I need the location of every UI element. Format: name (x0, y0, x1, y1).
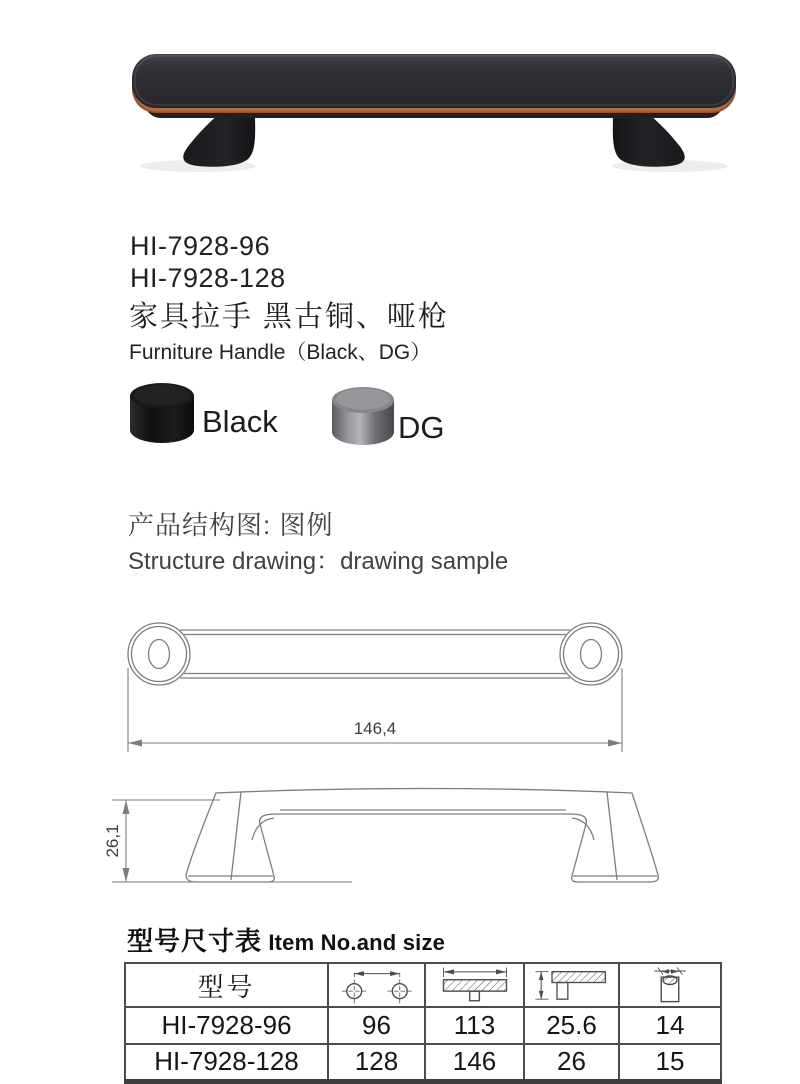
structure-drawing-top-view (110, 612, 650, 762)
foot-diameter-cell: 15 (619, 1044, 721, 1081)
black-finish-swatch (128, 382, 196, 448)
foot-diameter-column-header (619, 963, 721, 1007)
hole-distance-cell: 128 (328, 1044, 425, 1081)
overall-length-cell: 113 (425, 1007, 524, 1044)
left-endcap (128, 623, 190, 685)
right-endcap (560, 623, 622, 685)
height-dimension-label: 26,1 (103, 824, 122, 858)
dg-finish-swatch (330, 386, 396, 450)
left-screw-hole (149, 640, 170, 669)
length-dimension-label: 146,4 (353, 719, 397, 738)
size-table-row-1 (125, 1007, 721, 1044)
handle-top-face (132, 54, 736, 108)
height-icon (532, 964, 612, 1006)
model-cell: HI-7928-96 (125, 1007, 328, 1044)
hole-distance-icon (335, 964, 419, 1006)
size-table (124, 962, 722, 1084)
size-table-title-zh: 型号尺寸表 (127, 926, 263, 956)
structure-heading-zh: 产品结构图: 图例 (128, 510, 334, 540)
overall-length-cell: 146 (425, 1044, 524, 1081)
height-cell: 25.6 (524, 1007, 619, 1044)
size-table-title-en: Item No.and size (262, 930, 446, 955)
structure-heading-en: Structure drawing：drawing sample (128, 548, 509, 575)
size-table-header-row (125, 963, 721, 1007)
model-cell: HI-7928-128 (125, 1044, 328, 1081)
black-finish-label: Black (202, 404, 278, 439)
structure-drawing-front-view (100, 778, 660, 908)
size-table-row-2 (125, 1044, 721, 1081)
foot-diameter-cell: 14 (619, 1007, 721, 1044)
dg-finish-label: DG (398, 410, 445, 445)
product-photo-handle (128, 54, 740, 174)
model-column-header: 型号 (125, 963, 328, 1007)
overall-length-column-header (425, 963, 524, 1007)
hole-distance-column-header (328, 963, 425, 1007)
hole-distance-cell: 96 (328, 1007, 425, 1044)
product-code-1: HI-7928-96 (130, 231, 271, 261)
product-code-2: HI-7928-128 (130, 263, 286, 293)
height-cell: 26 (524, 1044, 619, 1081)
height-column-header (524, 963, 619, 1007)
front-outline (186, 789, 658, 883)
product-title-zh: 家具拉手 黑古铜、哑枪 (129, 301, 450, 333)
overall-length-icon (433, 964, 517, 1006)
product-title-en: Furniture Handle（Black、DG） (129, 341, 432, 364)
size-table-title (127, 921, 445, 958)
foot-diameter-icon (628, 964, 712, 1006)
right-screw-hole (581, 640, 602, 669)
